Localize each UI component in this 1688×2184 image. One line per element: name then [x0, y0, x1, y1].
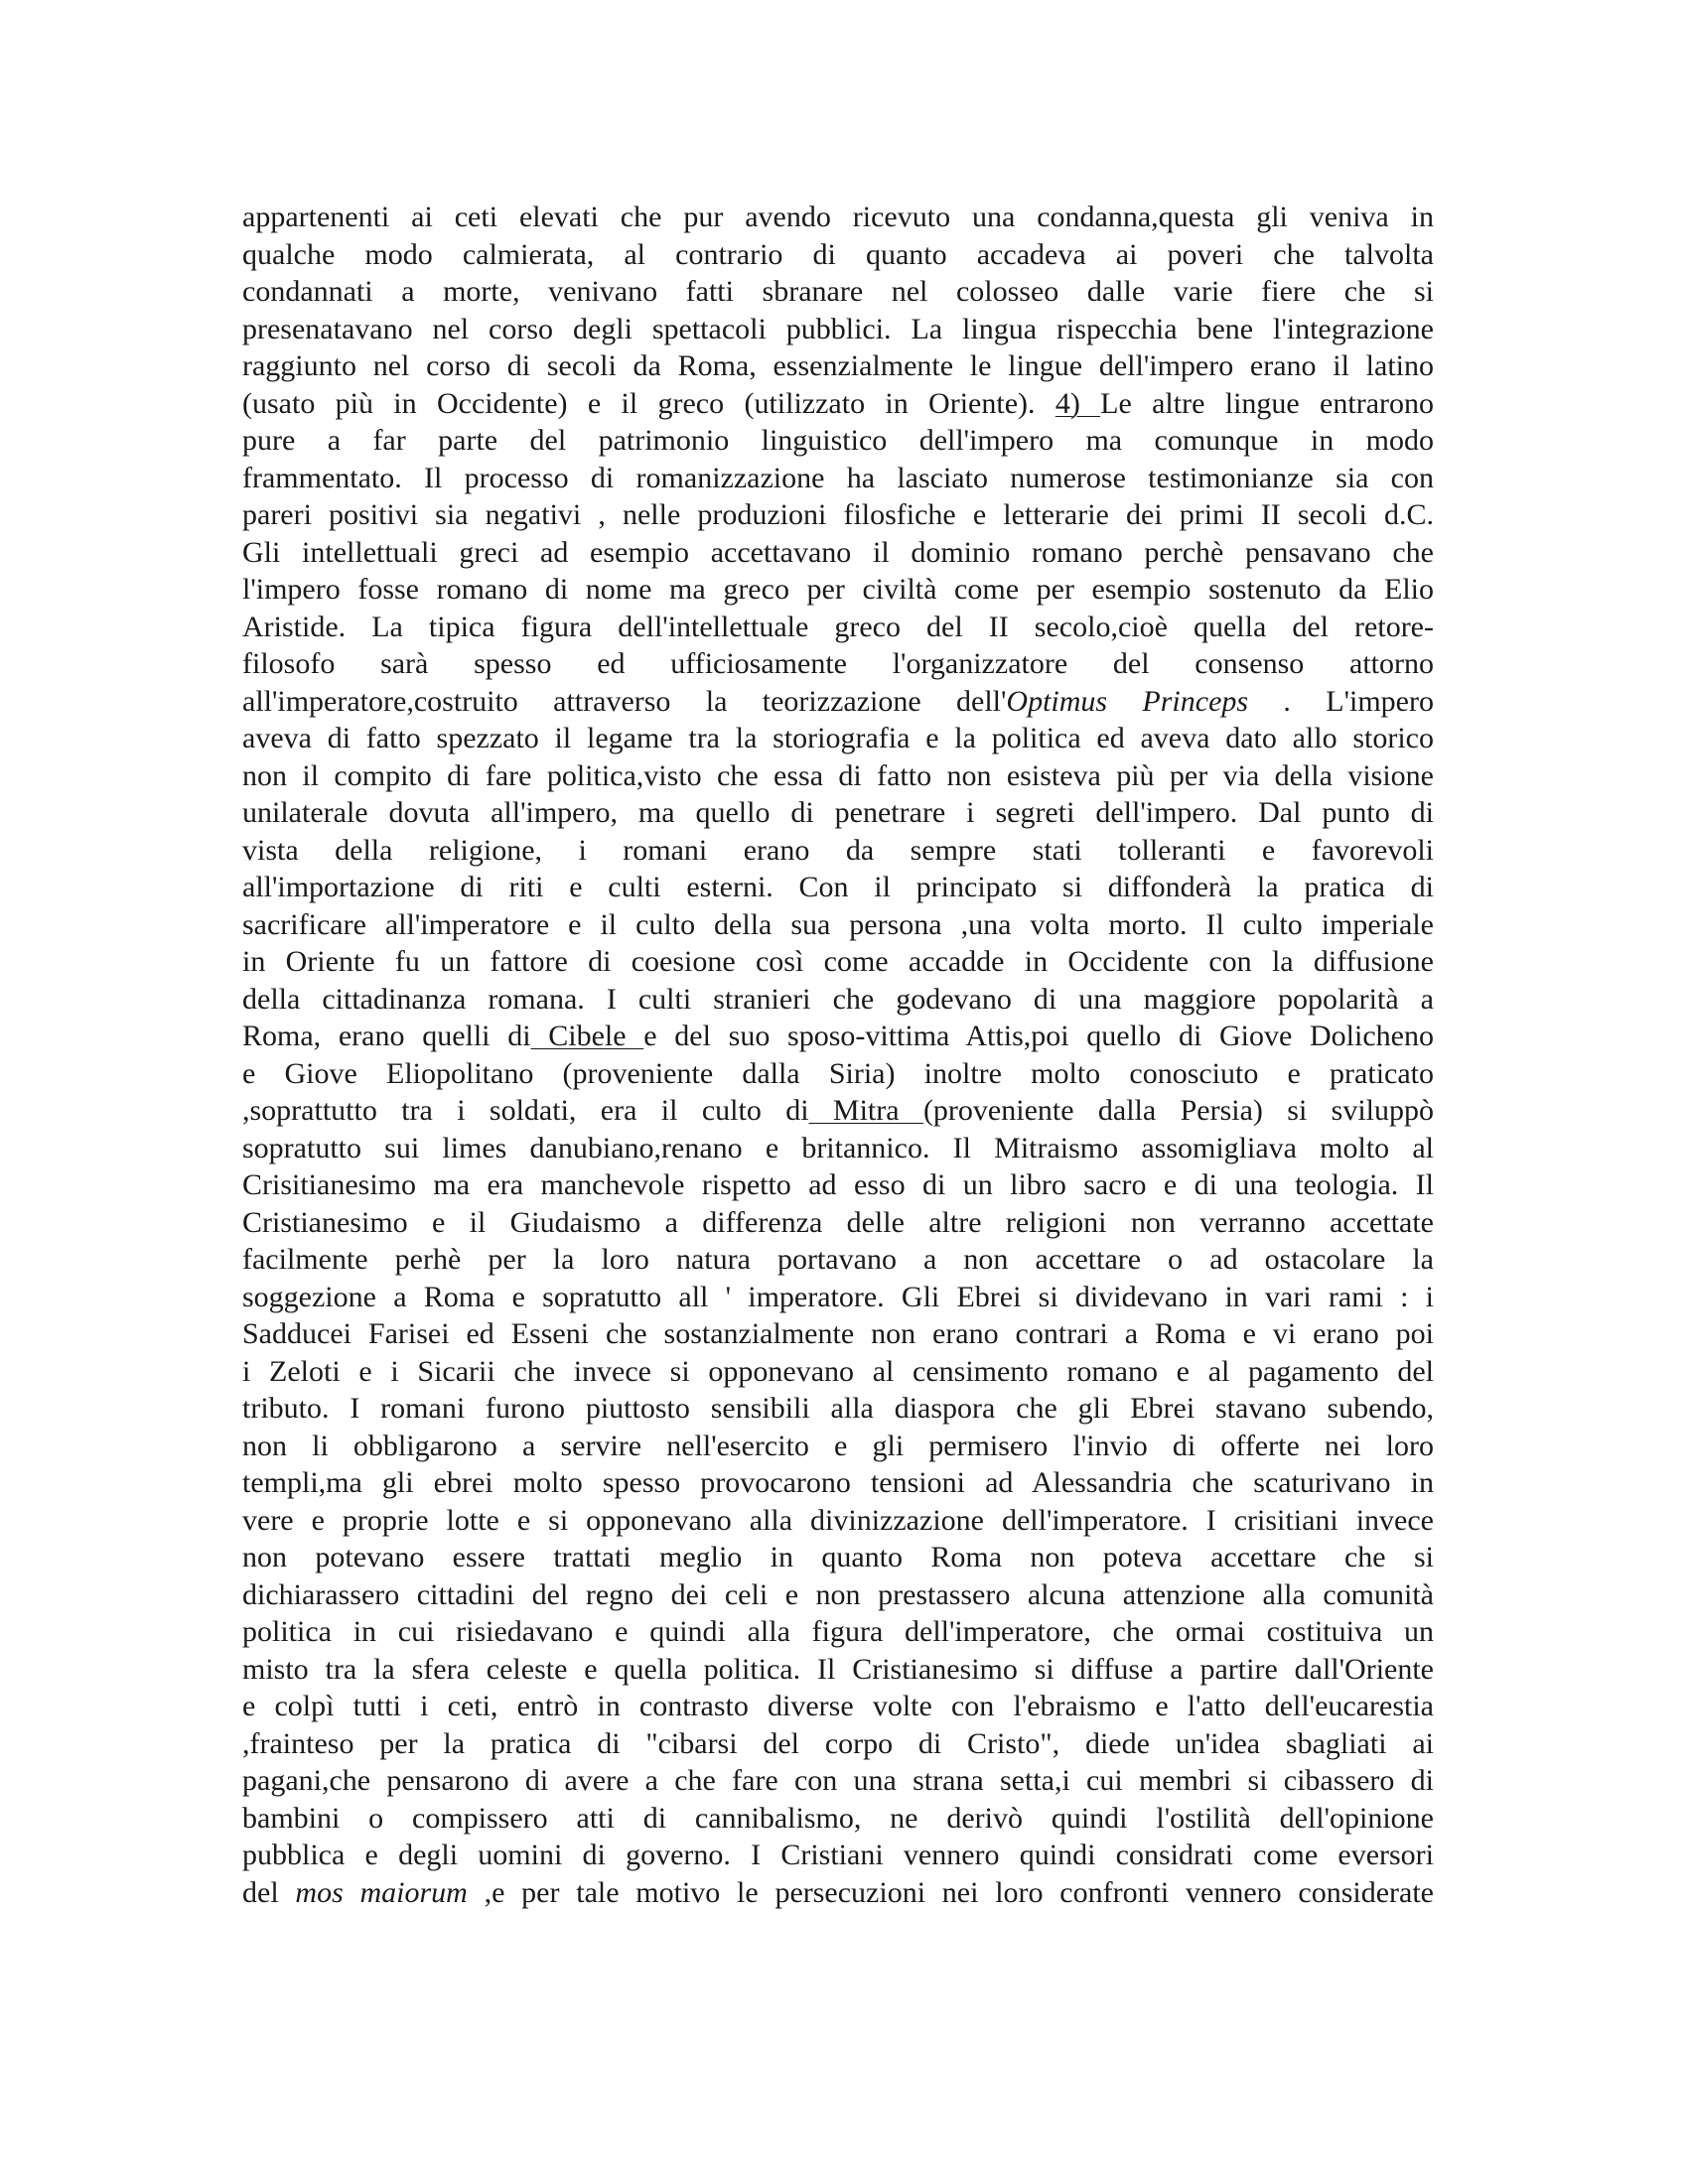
- text-segment: (usato più in Occidente) e il greco (utilizzato in Oriente).: [242, 386, 1055, 420]
- text-segment: del: [242, 1875, 296, 1909]
- text-line: appartenenti ai ceti elevati che pur avendo ricevuto una condanna,questa gli veniva in: [242, 201, 1434, 233]
- text-line: filosofo sarà spesso ed ufficiosamente l'organizzatore del consenso attorno: [242, 647, 1434, 680]
- text-line: in Oriente fu un fattore di coesione così come accadde in Occidente con la diffusione: [242, 945, 1434, 978]
- text-line: l'impero fosse romano di nome ma greco per civiltà come per esempio sostenuto da Elio: [242, 573, 1434, 606]
- document-page: [242, 199, 1434, 1911]
- italic-term: mos maiorum: [295, 1875, 468, 1909]
- text-line: vere e proprie lotte e si opponevano alla divinizzazione dell'imperatore. I crisitiani invece: [242, 1503, 1434, 1537]
- text-line: Crisitianesimo ma era manchevole rispetto ad esso di un libro sacro e di una teologia. Il: [242, 1168, 1434, 1201]
- text-line: sacrificare all'imperatore e il culto della sua persona ,una volta morto. Il culto imperiale: [242, 907, 1434, 941]
- text-line: qualche modo calmierata, al contrario di quanto accadeva ai poveri che talvolta: [242, 237, 1434, 271]
- text-line: politica in cui risiedavano e quindi alla figura dell'imperatore, che ormai costituiva un: [242, 1615, 1434, 1648]
- text-line: non potevano essere trattati meglio in quanto Roma non poteva accettare che si: [242, 1541, 1434, 1573]
- text-line: templi,ma gli ebrei molto spesso provocarono tensioni ad Alessandria che scaturivano in: [242, 1466, 1434, 1499]
- text-line: Aristide. La tipica figura dell'intellettuale greco del II secolo,cioè quella del retore-: [242, 610, 1434, 643]
- text-line: pagani,che pensarono di avere a che fare con una strana setta,i cui membri si cibassero di: [242, 1764, 1434, 1797]
- text-line: [242, 683, 1434, 721]
- text-line: all'importazione di riti e culti esterni. Con il principato si diffonderà la pratica di: [242, 871, 1434, 903]
- text-line: e colpì tutti i ceti, entrò in contrasto diverse volte con l'ebraismo e l'atto dell'eucarestia: [242, 1690, 1434, 1722]
- text-line: unilaterale dovuta all'impero, ma quello di penetrare i segreti dell'impero. Dal punto di: [242, 796, 1434, 829]
- text-line: facilmente perhè per la loro natura portavano a non accettare o ad ostacolare la: [242, 1243, 1434, 1276]
- text-line: e Giove Eliopolitano (proveniente dalla Siria) inoltre molto conosciuto e praticato: [242, 1056, 1434, 1090]
- text-line: dichiarassero cittadini del regno dei celi e non prestassero alcuna attenzione alla comunità: [242, 1577, 1434, 1611]
- text-line: [242, 1874, 1434, 1912]
- text-line: soggezione a Roma e sopratutto all ' imperatore. Gli Ebrei si dividevano in vari rami : i: [242, 1280, 1434, 1313]
- text-line: pure a far parte del patrimonio linguistico dell'impero ma comunque in modo: [242, 424, 1434, 457]
- underlined-reference: 4): [1055, 386, 1101, 420]
- text-line: [242, 385, 1434, 423]
- text-line: Sadducei Farisei ed Esseni che sostanzialmente non erano contrari a Roma e vi erano poi: [242, 1317, 1434, 1350]
- text-segment: ,soprattutto tra i soldati, era il culto di: [242, 1094, 809, 1127]
- text-line: vista della religione, i romani erano da sempre stati tolleranti e favorevoli: [242, 833, 1434, 867]
- text-line: aveva di fatto spezzato il legame tra la storiografia e la politica ed aveva dato allo storico: [242, 722, 1434, 754]
- text-line: non li obbligarono a servire nell'esercito e gli permisero l'invio di offerte nei loro: [242, 1429, 1434, 1462]
- text-segment: e del suo sposo-vittima Attis,poi quello di Giove Dolicheno: [643, 1020, 1434, 1052]
- text-line: della cittadinanza romana. I culti stranieri che godevano di una maggiore popolarità a: [242, 982, 1434, 1016]
- text-line: condannati a morte, venivano fatti sbranare nel colosseo dalle varie fiere che si: [242, 275, 1434, 308]
- text-segment: all'imperatore,costruito attraverso la teorizzazione dell': [242, 684, 1007, 718]
- document-body: [242, 199, 1434, 1911]
- text-line: frammentato. Il processo di romanizzazione ha lasciato numerose testimonianze sia con: [242, 461, 1434, 494]
- text-line: [242, 1092, 1434, 1130]
- text-segment: Roma, erano quelli di: [242, 1020, 531, 1052]
- text-line: tributo. I romani furono piuttosto sensibili alla diaspora che gli Ebrei stavano subendo,: [242, 1392, 1434, 1425]
- text-line: pubblica e degli uomini di governo. I Cristiani vennero quindi considrati come eversori: [242, 1839, 1434, 1871]
- text-segment: (proveniente dalla Persia) si sviluppò: [922, 1094, 1434, 1127]
- text-segment: ,e per tale motivo le persecuzioni nei loro confronti vennero considerate: [467, 1875, 1434, 1909]
- text-line: sopratutto sui limes danubiano,renano e britannico. Il Mitraismo assomigliava molto al: [242, 1131, 1434, 1164]
- text-segment: . L'impero: [1248, 684, 1434, 718]
- text-line: non il compito di fare politica,visto che essa di fatto non esisteva più per via della visione: [242, 758, 1434, 792]
- text-line: bambini o compissero atti di cannibalismo, ne derivò quindi l'ostilità dell'opinione: [242, 1801, 1434, 1835]
- text-line: Cristianesimo e il Giudaismo a differenza delle altre religioni non verranno accettate: [242, 1205, 1434, 1239]
- text-line: presenatavano nel corso degli spettacoli pubblici. La lingua rispecchia bene l'integrazione: [242, 312, 1434, 345]
- text-line: i Zeloti e i Sicarii che invece si opponevano al censimento romano e al pagamento del: [242, 1354, 1434, 1388]
- text-line: [242, 1018, 1434, 1055]
- text-segment: Le altre lingue entrarono: [1100, 386, 1434, 420]
- text-line: Gli intellettuali greci ad esempio accettavano il dominio romano perchè pensavano che: [242, 535, 1434, 569]
- text-line: pareri positivi sia negativi , nelle produzioni filosfiche e letterarie dei primi II secoli d.C.: [242, 498, 1434, 531]
- text-line: misto tra la sfera celeste e quella politica. Il Cristianesimo si diffuse a partire dall'Oriente: [242, 1652, 1434, 1686]
- text-line: raggiunto nel corso di secoli da Roma, essenzialmente le lingue dell'impero erano il latino: [242, 349, 1434, 382]
- text-line: ,frainteso per la pratica di "cibarsi del corpo di Cristo", diede un'idea sbagliati ai: [242, 1726, 1434, 1760]
- underlined-reference: Cibele: [530, 1020, 644, 1052]
- underlined-reference: Mitra: [808, 1094, 923, 1127]
- italic-term: Optimus Princeps: [1006, 684, 1249, 718]
